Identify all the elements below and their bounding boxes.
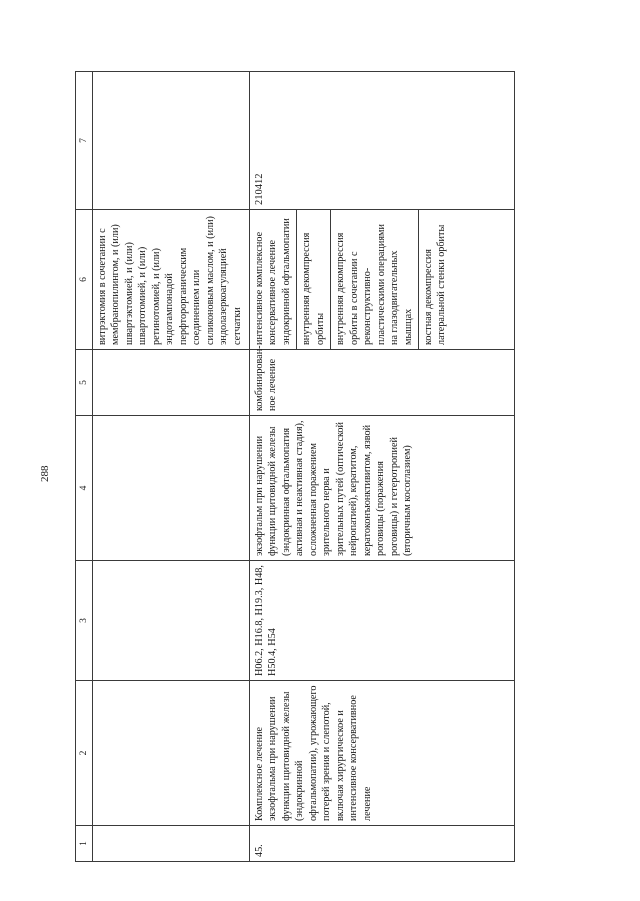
prev-cell-3 — [93, 561, 250, 681]
col-header-7: 7 — [76, 72, 93, 210]
col-header-3: 3 — [76, 561, 93, 681]
prev-cell-7 — [93, 72, 250, 210]
care-type-name: Комплексное лечение экзофтальма при нарушении функции щитовидной железы (эндокринной офтальмопатии), угрожающего потерей зрения и слепотой, включая хирургическое и интенсивное консервативное лечение — [250, 681, 515, 826]
method-item: костная декомпрессия латеральной стенки орбиты — [418, 210, 452, 349]
table-row-45 — [250, 72, 515, 862]
header-row — [76, 72, 93, 862]
col-header-2: 2 — [76, 681, 93, 826]
page-number: 288 — [39, 465, 51, 482]
treatment-type: комбинированное лечение — [250, 350, 515, 416]
patient-model: экзофтальм при нарушении функции щитовидной железы (эндокринная офтальмопатия активная и неактивная стадия), осложненная поражением зрительного нерва и зрительных путей (оптической нейропатией), кератитом, кератоконъюнктивитом, язвой роговицы (поражения роговицы) и гетеротропией (вторичным косоглазием) — [250, 416, 515, 561]
financing-amount: 210412 — [250, 72, 515, 210]
row-number: 45. — [250, 826, 515, 862]
method-item: внутренняя декомпрессия орбиты — [296, 210, 330, 349]
prev-cell-6: витрэктомия в сочетании с мембранопилингом, и (или) швартэктомией, и (или) швартотомией, и (или) ретинотомией, и (или) эндотампонадой перфторорганическим соединением или силиконовым маслом, и (или) эндолазеркоагуляцией сетчатки — [93, 210, 250, 350]
col-header-6: 6 — [76, 210, 93, 350]
col-header-4: 4 — [76, 416, 93, 561]
icd-codes: H06.2, H16.8, H19.3, H48, H50.4, H54 — [250, 561, 515, 681]
medical-care-table — [75, 71, 515, 862]
prev-cell-1 — [93, 826, 250, 862]
page-number-wrap — [39, 452, 53, 482]
col-header-1: 1 — [76, 826, 93, 862]
method-item: интенсивное комплексное консервативное лечение эндокринной офтальмопатии — [254, 218, 292, 345]
method-item: внутренняя декомпрессия орбиты в сочетании с реконструктивно-пластическими операциями на глазодвигательных мышцах — [330, 210, 418, 349]
prev-cell-2 — [93, 681, 250, 826]
treatment-methods — [250, 210, 515, 350]
rotated-table-container — [75, 72, 515, 862]
prev-cell-4 — [93, 416, 250, 561]
prev-cell-5 — [93, 350, 250, 416]
prev-row-continuation — [93, 72, 250, 862]
col-header-5: 5 — [76, 350, 93, 416]
